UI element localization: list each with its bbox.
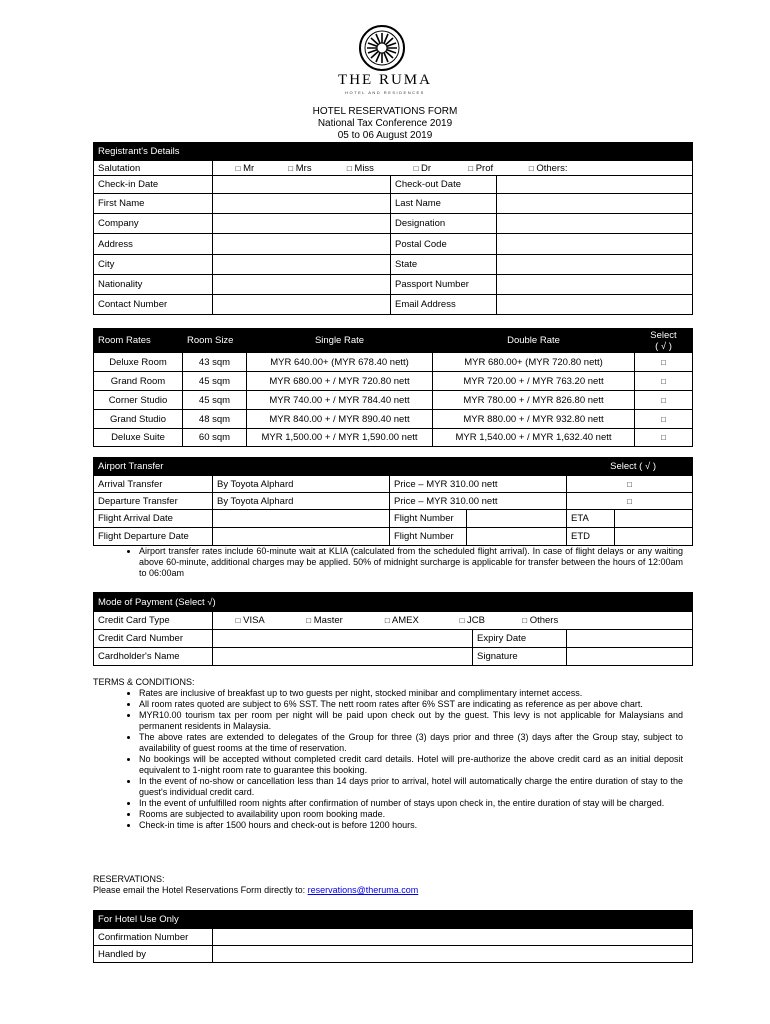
hotel-logo-icon <box>358 24 406 72</box>
arrival-vehicle: By Toyota Alphard <box>213 476 390 493</box>
departure-transfer-checkbox[interactable]: □ <box>567 493 693 510</box>
email-address-label: Email Address <box>391 294 497 314</box>
first-name-field[interactable] <box>213 194 391 214</box>
brand-subtitle: HOTEL AND RESIDENCES <box>345 90 425 95</box>
room-select-checkbox[interactable]: □ <box>635 410 693 429</box>
flight-arrival-number-label: Flight Number <box>390 510 467 528</box>
designation-label: Designation <box>391 214 497 234</box>
expiry-date-field[interactable] <box>567 630 693 648</box>
terms-item: • Rooms are subjected to availability upon room booking made. <box>139 809 683 820</box>
event-dates: 05 to 06 August 2019 <box>337 130 433 141</box>
single-rate: MYR 680.00 + / MYR 720.80 nett <box>247 372 433 391</box>
reservations-section <box>93 874 683 896</box>
credit-card-number-label: Credit Card Number <box>94 630 213 648</box>
city-label: City <box>94 254 213 274</box>
salutation-options <box>213 161 693 176</box>
room-select-checkbox[interactable]: □ <box>635 391 693 410</box>
registrant-header: Registrant's Details <box>94 143 693 161</box>
confirmation-number-field[interactable] <box>213 929 693 946</box>
checkout-date-label: Check-out Date <box>391 176 497 194</box>
handled-by-label: Handled by <box>94 946 213 963</box>
card-others-option[interactable]: □ Others <box>522 615 559 626</box>
address-label: Address <box>94 234 213 254</box>
airport-transfer-header: Airport Transfer <box>94 458 567 476</box>
salutation-prof[interactable]: □ Prof <box>468 162 494 174</box>
form-title-block <box>0 106 770 142</box>
registrant-section <box>93 142 693 315</box>
single-rate: MYR 640.00+ (MYR 678.40 nett) <box>247 353 433 372</box>
room-type: Grand Studio <box>94 410 183 429</box>
terms-item: • Rates are inclusive of breakfast up to two guests per night, stocked minibar and complimentary internet access. <box>139 688 683 699</box>
hotel-use-header: For Hotel Use Only <box>94 911 693 929</box>
flight-arrival-number-field[interactable] <box>467 510 567 528</box>
brand-name: THE RUMA <box>338 72 432 88</box>
salutation-dr[interactable]: □ Dr <box>413 162 432 174</box>
room-type: Deluxe Suite <box>94 429 183 447</box>
room-type: Deluxe Room <box>94 353 183 372</box>
airport-note-item: • Airport transfer rates include 60-minute wait at KLIA (calculated from the scheduled flight arrival). In case of flight delays or any waiting above 60-minute, additional charges may be applied. 50% of midnight surcharge is applicable for transfer between the hours of 12:00am to 06:00am <box>139 546 683 579</box>
room-rates-header: Room Rates <box>94 329 183 353</box>
state-field[interactable] <box>497 254 693 274</box>
reservations-title: RESERVATIONS: <box>93 874 165 884</box>
contact-number-field[interactable] <box>213 294 391 314</box>
hotel-use-section <box>93 910 693 963</box>
double-rate: MYR 720.00 + / MYR 763.20 nett <box>433 372 635 391</box>
signature-field[interactable] <box>567 648 693 666</box>
terms-item: • No bookings will be accepted without completed credit card details. Hotel will pre-authorize the above credit card as an initial deposit equivalent to 1-night room rate to guarantee this booking. <box>139 754 683 776</box>
payment-header: Mode of Payment (Select √) <box>94 593 693 612</box>
confirmation-number-label: Confirmation Number <box>94 929 213 946</box>
nationality-field[interactable] <box>213 274 391 294</box>
city-field[interactable] <box>213 254 391 274</box>
reservations-text: Please email the Hotel Reservations Form directly to: <box>93 885 306 895</box>
flight-departure-number-label: Flight Number <box>390 528 467 546</box>
card-visa-option[interactable]: □ VISA <box>235 615 265 626</box>
double-rate: MYR 680.00+ (MYR 720.80 nett) <box>433 353 635 372</box>
flight-arrival-date-field[interactable] <box>213 510 390 528</box>
single-rate: MYR 1,500.00 + / MYR 1,590.00 nett <box>247 429 433 447</box>
eta-field[interactable] <box>615 510 693 528</box>
eta-label: ETA <box>567 510 615 528</box>
checkin-date-field[interactable] <box>213 176 391 194</box>
flight-departure-number-field[interactable] <box>467 528 567 546</box>
select-header: Select ( √ ) <box>635 329 693 353</box>
form-title: HOTEL RESERVATIONS FORM <box>312 106 458 117</box>
designation-field[interactable] <box>497 214 693 234</box>
double-rate: MYR 1,540.00 + / MYR 1,632.40 nett <box>433 429 635 447</box>
handled-by-field[interactable] <box>213 946 693 963</box>
arrival-transfer-checkbox[interactable]: □ <box>567 476 693 493</box>
room-type: Corner Studio <box>94 391 183 410</box>
flight-arrival-date-label: Flight Arrival Date <box>94 510 213 528</box>
room-size: 45 sqm <box>183 391 247 410</box>
last-name-label: Last Name <box>391 194 497 214</box>
card-amex-option[interactable]: □ AMEX <box>384 615 419 626</box>
contact-number-label: Contact Number <box>94 294 213 314</box>
reservations-email-link[interactable]: reservations@theruma.com <box>307 885 419 895</box>
room-select-checkbox[interactable]: □ <box>635 429 693 447</box>
card-type-options <box>213 612 693 630</box>
departure-vehicle: By Toyota Alphard <box>213 493 390 510</box>
flight-departure-date-field[interactable] <box>213 528 390 546</box>
nationality-label: Nationality <box>94 274 213 294</box>
room-rates-section <box>93 328 693 447</box>
double-rate: MYR 780.00 + / MYR 826.80 nett <box>433 391 635 410</box>
room-size: 60 sqm <box>183 429 247 447</box>
terms-item: • In the event of unfulfilled room nights after confirmation of number of stays upon check in, the entire duration of stay will be charged. <box>139 798 683 809</box>
postal-code-label: Postal Code <box>391 234 497 254</box>
expiry-date-label: Expiry Date <box>473 630 567 648</box>
airport-select-header: Select ( √ ) <box>567 458 693 476</box>
reservations-instruction <box>93 885 683 896</box>
etd-label: ETD <box>567 528 615 546</box>
checkout-date-field[interactable] <box>497 176 693 194</box>
address-field[interactable] <box>213 234 391 254</box>
cardholder-name-label: Cardholder's Name <box>94 648 213 666</box>
passport-number-label: Passport Number <box>391 274 497 294</box>
terms-section <box>93 677 683 831</box>
room-size: 45 sqm <box>183 372 247 391</box>
arrival-price: Price – MYR 310.00 nett <box>390 476 567 493</box>
single-rate-header: Single Rate <box>247 329 433 353</box>
room-size-header: Room Size <box>183 329 247 353</box>
event-name: National Tax Conference 2019 <box>317 118 453 129</box>
terms-item: • In the event of no-show or cancellation less than 14 days prior to arrival, hotel will automatically charge the entire duration of stay to the guest's individual credit card. <box>139 776 683 798</box>
credit-card-type-label: Credit Card Type <box>94 612 213 630</box>
first-name-label: First Name <box>94 194 213 214</box>
terms-item: • Check-in time is after 1500 hours and check-out is before 1200 hours. <box>139 820 683 831</box>
signature-label: Signature <box>473 648 567 666</box>
salutation-miss[interactable]: □ Miss <box>346 162 374 174</box>
company-label: Company <box>94 214 213 234</box>
terms-item: • The above rates are extended to delegates of the Group for three (3) days prior and three (3) days after the Group stay, subject to availability of guest rooms at the time of reservation. <box>139 732 683 754</box>
salutation-mrs[interactable]: □ Mrs <box>288 162 312 174</box>
cardholder-name-field[interactable] <box>213 648 473 666</box>
terms-item: • All room rates quoted are subject to 6% SST. The nett room rates after 6% SST are indicating as reference as per above chart. <box>139 699 683 710</box>
single-rate: MYR 840.00 + / MYR 890.40 nett <box>247 410 433 429</box>
state-label: State <box>391 254 497 274</box>
double-rate: MYR 880.00 + / MYR 932.80 nett <box>433 410 635 429</box>
airport-transfer-section <box>93 457 693 546</box>
etd-field[interactable] <box>615 528 693 546</box>
arrival-transfer-label: Arrival Transfer <box>94 476 213 493</box>
last-name-field[interactable] <box>497 194 693 214</box>
salutation-mr[interactable]: □ Mr <box>235 162 255 174</box>
postal-code-field[interactable] <box>497 234 693 254</box>
card-jcb-option[interactable]: □ JCB <box>459 615 485 626</box>
terms-title: TERMS & CONDITIONS: <box>93 677 195 687</box>
room-type: Grand Room <box>94 372 183 391</box>
passport-number-field[interactable] <box>497 274 693 294</box>
checkin-date-label: Check-in Date <box>94 176 213 194</box>
room-select-checkbox[interactable]: □ <box>635 353 693 372</box>
room-size: 43 sqm <box>183 353 247 372</box>
credit-card-number-field[interactable] <box>213 630 473 648</box>
payment-section <box>93 592 693 666</box>
card-master-option[interactable]: □ Master <box>306 615 343 626</box>
flight-departure-date-label: Flight Departure Date <box>94 528 213 546</box>
terms-item: • MYR10.00 tourism tax per room per night will be paid upon check out by the guest. This levy is not applicable for Malaysians and permanent residents in Malaysia. <box>139 710 683 732</box>
email-address-field[interactable] <box>497 294 693 314</box>
double-rate-header: Double Rate <box>433 329 635 353</box>
room-size: 48 sqm <box>183 410 247 429</box>
airport-transfer-note <box>93 546 683 579</box>
departure-transfer-label: Departure Transfer <box>94 493 213 510</box>
room-select-checkbox[interactable]: □ <box>635 372 693 391</box>
departure-price: Price – MYR 310.00 nett <box>390 493 567 510</box>
salutation-label: Salutation <box>94 161 213 176</box>
single-rate: MYR 740.00 + / MYR 784.40 nett <box>247 391 433 410</box>
salutation-others[interactable]: □ Others: <box>528 162 568 174</box>
company-field[interactable] <box>213 214 391 234</box>
